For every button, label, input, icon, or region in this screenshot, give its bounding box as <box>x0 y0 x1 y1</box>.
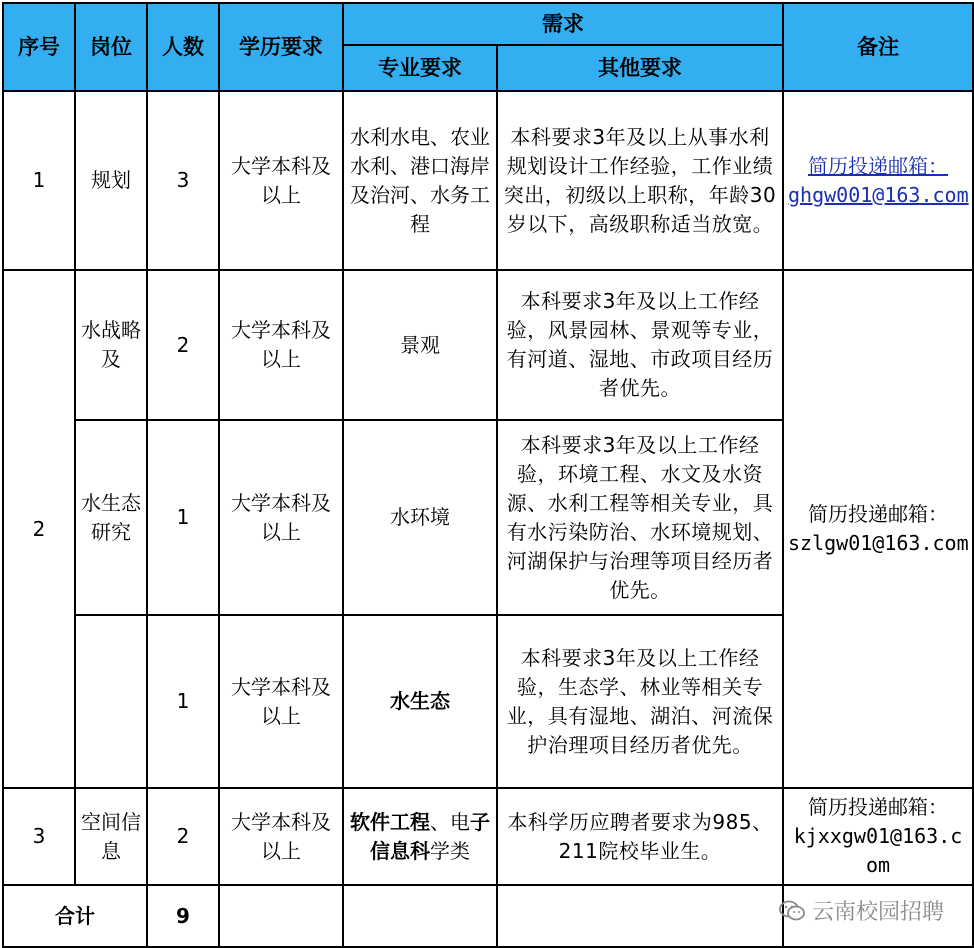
header-count: 人数 <box>147 3 219 91</box>
row-count: 2 <box>147 788 219 885</box>
major-part: 软件工程 <box>350 809 430 834</box>
remark-label: 简历投递邮箱： <box>808 502 948 526</box>
row-count: 3 <box>147 91 219 270</box>
header-major: 专业要求 <box>343 45 497 91</box>
major-part: 子信息科 <box>370 809 490 863</box>
watermark-text: 云南校园招聘 <box>811 900 944 925</box>
row-other: 本科学历应聘者要求为985、211院校毕业生。 <box>497 788 783 885</box>
row-other: 本科要求3年及以上从事水利规划设计工作经验，工作业绩突出，初级以上职称，年龄30岁以下，高级职称适当放宽。 <box>497 91 783 270</box>
row-post: 规划 <box>75 91 147 270</box>
remark-label: 简历投递邮箱： <box>808 795 948 819</box>
row-education: 大学本科及以上 <box>219 788 343 885</box>
empty-cell <box>219 885 343 947</box>
row-seq: 3 <box>3 788 75 885</box>
header-education: 学历要求 <box>219 3 343 91</box>
major-part: 、电 <box>430 809 470 834</box>
table-row <box>3 788 973 885</box>
table-row <box>3 270 973 420</box>
email-link[interactable]: ghgw001@163.com <box>788 182 969 207</box>
row-remark <box>783 270 973 788</box>
row-remark <box>783 788 973 885</box>
row-education: 大学本科及以上 <box>219 420 343 615</box>
row-seq: 2 <box>3 270 75 788</box>
row-major: 水生态 <box>343 615 497 788</box>
wechat-icon <box>778 900 806 922</box>
major-part: 学类 <box>430 838 470 863</box>
row-count: 2 <box>147 270 219 420</box>
recruitment-table <box>2 2 974 948</box>
header-requirements: 需求 <box>343 3 783 45</box>
watermark <box>778 895 944 926</box>
remark-label-link[interactable]: 简历投递邮箱： <box>808 153 948 178</box>
row-other: 本科要求3年及以上工作经验，风景园林、景观等专业，有河道、湿地、市政项目经历者优先。 <box>497 270 783 420</box>
row-education: 大学本科及以上 <box>219 270 343 420</box>
row-count: 1 <box>147 615 219 788</box>
row-remark <box>783 91 973 270</box>
row-education: 大学本科及以上 <box>219 91 343 270</box>
row-major: 水利水电、农业水利、港口海岸及治河、水务工程 <box>343 91 497 270</box>
header-other: 其他要求 <box>497 45 783 91</box>
email-text: szlgw01@163.com <box>788 531 969 555</box>
table-row <box>3 91 973 270</box>
row-post: 水生态研究 <box>75 420 147 615</box>
row-seq: 1 <box>3 91 75 270</box>
row-post <box>75 615 147 788</box>
row-other: 本科要求3年及以上工作经验，环境工程、水文及水资源、水利工程等相关专业，具有水污染防治、水环境规划、河湖保护与治理等项目经历者优先。 <box>497 420 783 615</box>
row-major: 景观 <box>343 270 497 420</box>
row-post: 水战略及 <box>75 270 147 420</box>
row-major: 水环境 <box>343 420 497 615</box>
row-major <box>343 788 497 885</box>
row-post: 空间信息 <box>75 788 147 885</box>
row-count: 1 <box>147 420 219 615</box>
header-remark: 备注 <box>783 3 973 91</box>
empty-cell <box>343 885 497 947</box>
header-post: 岗位 <box>75 3 147 91</box>
empty-cell <box>497 885 783 947</box>
total-count: 9 <box>147 885 219 947</box>
row-education: 大学本科及以上 <box>219 615 343 788</box>
row-other: 本科要求3年及以上工作经验，生态学、林业等相关专业，具有湿地、湖泊、河流保护治理项目经历者优先。 <box>497 615 783 788</box>
email-text: kjxxgw01@163.com <box>793 824 963 877</box>
header-seq: 序号 <box>3 3 75 91</box>
total-label: 合计 <box>3 885 147 947</box>
